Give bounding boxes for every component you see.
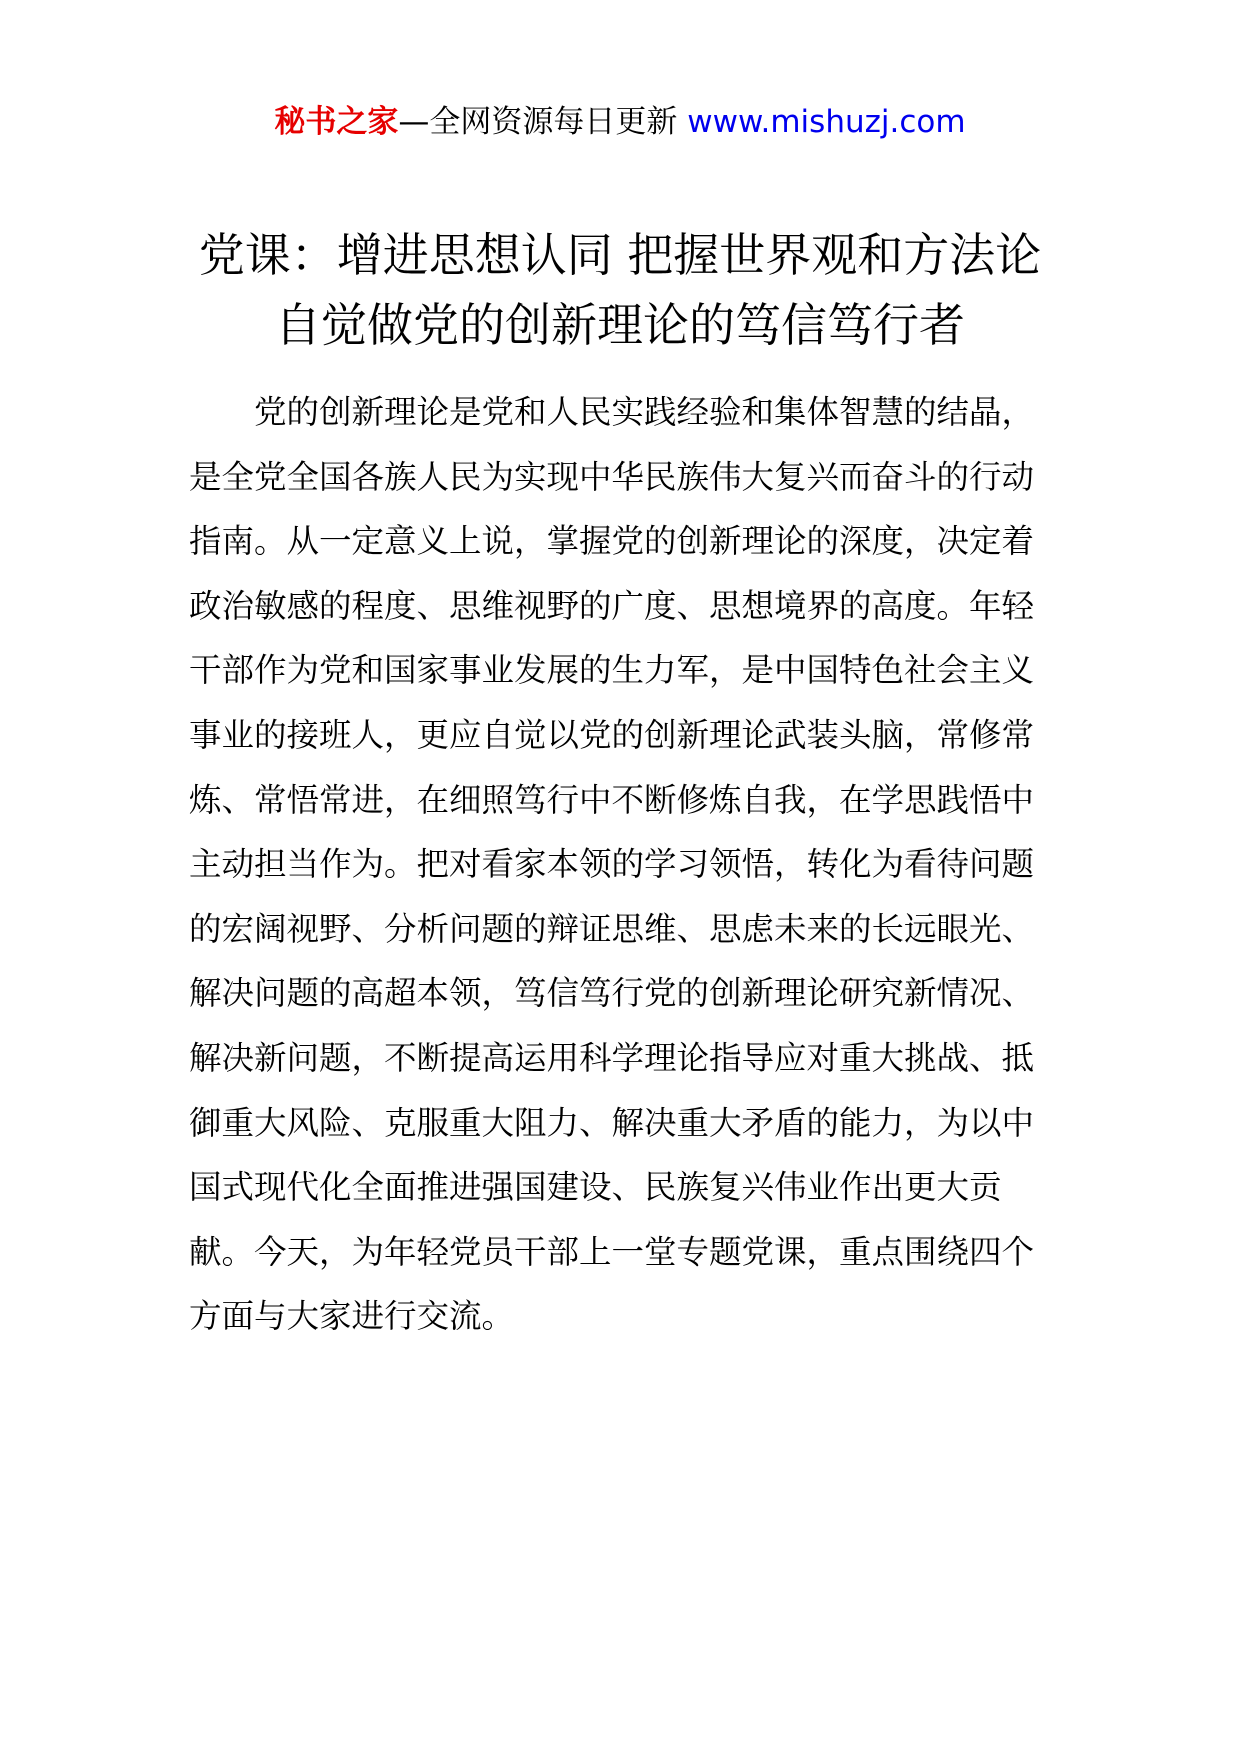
document-title (150, 220, 1090, 360)
body-paragraph (189, 380, 1055, 1349)
title-line-2: 自觉做党的创新理论的笃信笃行者 (275, 298, 965, 352)
page-header (0, 100, 1240, 144)
paragraph-text: 党的创新理论是党和人民实践经验和集体智慧的结晶，是全党全国各族人民为实现中华民族伟大复兴而奋斗的行动指南。从一定意义上说，掌握党的创新理论的深度，决定着政治敏感的程度、思维视野的广度、思想境界的高度。年轻干部作为党和国家事业发展的生力军，是中国特色社会主义事业的接班人，更应自觉以党的创新理论武装头脑，常修常炼、常悟常进，在细照笃行中不断修炼自我，在学思践悟中主动担当作为。把对看家本领的学习领悟，转化为看待问题的宏阔视野、分析问题的辩证思维、思虑未来的长远眼光、解决问题的高超本领，笃信笃行党的创新理论研究新情况、解决新问题，不断提高运用科学理论指导应对重大挑战、抵御重大风险、克服重大阻力、解决重大矛盾的能力，为以中国式现代化全面推进强国建设、民族复兴伟业作出更大贡献。今天，为年轻党员干部上一堂专题党课，重点围绕四个方面与大家进行交流。 (189, 393, 1035, 1336)
website-link[interactable]: www.mishuzj.com (687, 104, 966, 140)
title-line-1: 党课：增进思想认同 把握世界观和方法论 (198, 228, 1042, 282)
header-tagline: —全网资源每日更新 (398, 104, 688, 140)
brand-name: 秘书之家 (274, 104, 399, 140)
